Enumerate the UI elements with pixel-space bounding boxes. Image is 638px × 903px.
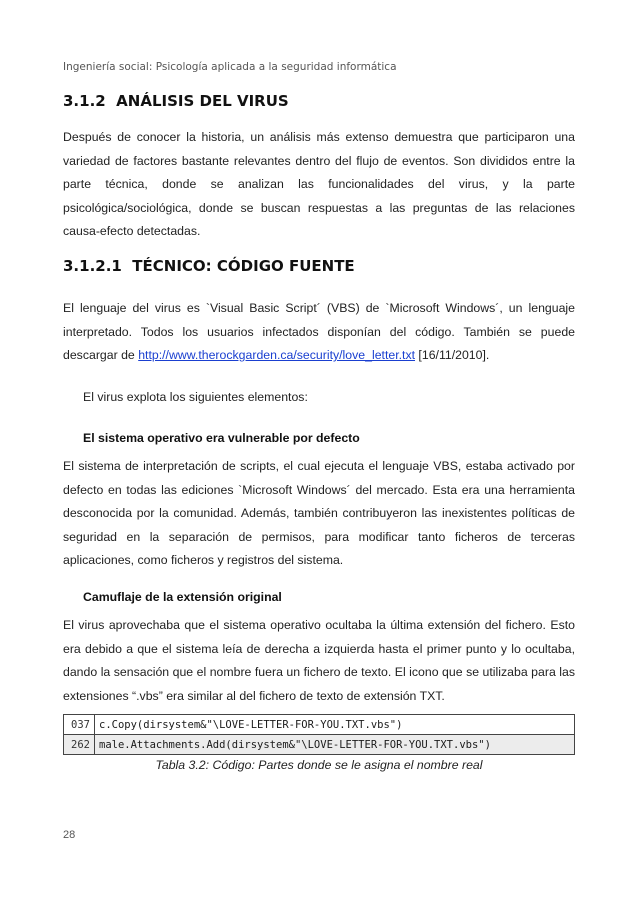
page-number: 28	[63, 829, 76, 841]
section-title: TÉCNICO: CÓDIGO FUENTE	[132, 257, 355, 275]
line-number: 037	[64, 715, 95, 735]
section-title: ANÁLISIS DEL VIRUS	[116, 92, 289, 110]
subheading-vulnerable-os: El sistema operativo era vulnerable por defecto	[83, 431, 360, 445]
running-header: Ingeniería social: Psicología aplicada a la seguridad informática	[63, 61, 397, 73]
section-number: 3.1.2	[63, 92, 106, 110]
section-number: 3.1.2.1	[63, 257, 122, 275]
paragraph-extension-camouflage: El virus aprovechaba que el sistema operativo ocultaba la última extensión del fichero. Esto era debido a que el sistema leía de derecha a izquierda hasta el primer punto y lo ocultaba, dando la sensación que el nombre fuera un fichero de texto. El icono que se utilizaba para las extensiones “.vbs” era similar al del fichero de texto de extensión TXT.	[63, 618, 575, 703]
table-caption: Tabla 3.2: Código: Partes donde se le asigna el nombre real	[155, 758, 483, 772]
paragraph-intro: El virus explota los siguientes elementos:	[83, 390, 308, 404]
paragraph-vulnerable-os: El sistema de interpretación de scripts, el cual ejecuta el lenguaje VBS, estaba activado por defecto en todas las ediciones `Microsoft Windows´ del mercado. Esta era una herramienta desconocida por la comunidad. Además, también contribuyeron las inexistentes políticas de seguridad en la separación de permisos, para modificar tanto ficheros de terceras aplicaciones, como ficheros y registros del sistema.	[63, 459, 575, 567]
paragraph-source-code	[63, 297, 575, 368]
line-number: 262	[64, 735, 95, 755]
paragraph-analysis: Después de conocer la historia, un análisis más extenso demuestra que participaron una variedad de factores bastante relevantes dentro del flujo de eventos. Son divididos entre la parte técnica, donde se analizan las funcionalidades del virus, y la parte psicológica/sociológica, donde se buscan respuestas a las preguntas de las relaciones causa-efecto detectadas.	[63, 130, 575, 238]
section-heading-3-1-2-1	[63, 257, 355, 275]
paragraph-text: El lenguaje del virus es `Visual Basic Script´ (VBS) de `Microsoft Windows´, un lenguaje interpretado. Todos los usuarios infectados disponían del código. También se puede descargar de	[63, 301, 575, 362]
table-row	[64, 735, 575, 755]
table-row	[64, 715, 575, 735]
code-table	[63, 714, 575, 755]
subheading-extension-camouflage: Camuflaje de la extensión original	[83, 590, 282, 604]
code-cell: male.Attachments.Add(dirsystem&"\LOVE-LETTER-FOR-YOU.TXT.vbs")	[95, 735, 575, 755]
code-cell: c.Copy(dirsystem&"\LOVE-LETTER-FOR-YOU.TXT.vbs")	[95, 715, 575, 735]
source-code-link[interactable]: http://www.therockgarden.ca/security/love_letter.txt	[138, 348, 416, 362]
paragraph-text: [16/11/2010].	[415, 348, 490, 362]
section-heading-3-1-2	[63, 92, 289, 110]
